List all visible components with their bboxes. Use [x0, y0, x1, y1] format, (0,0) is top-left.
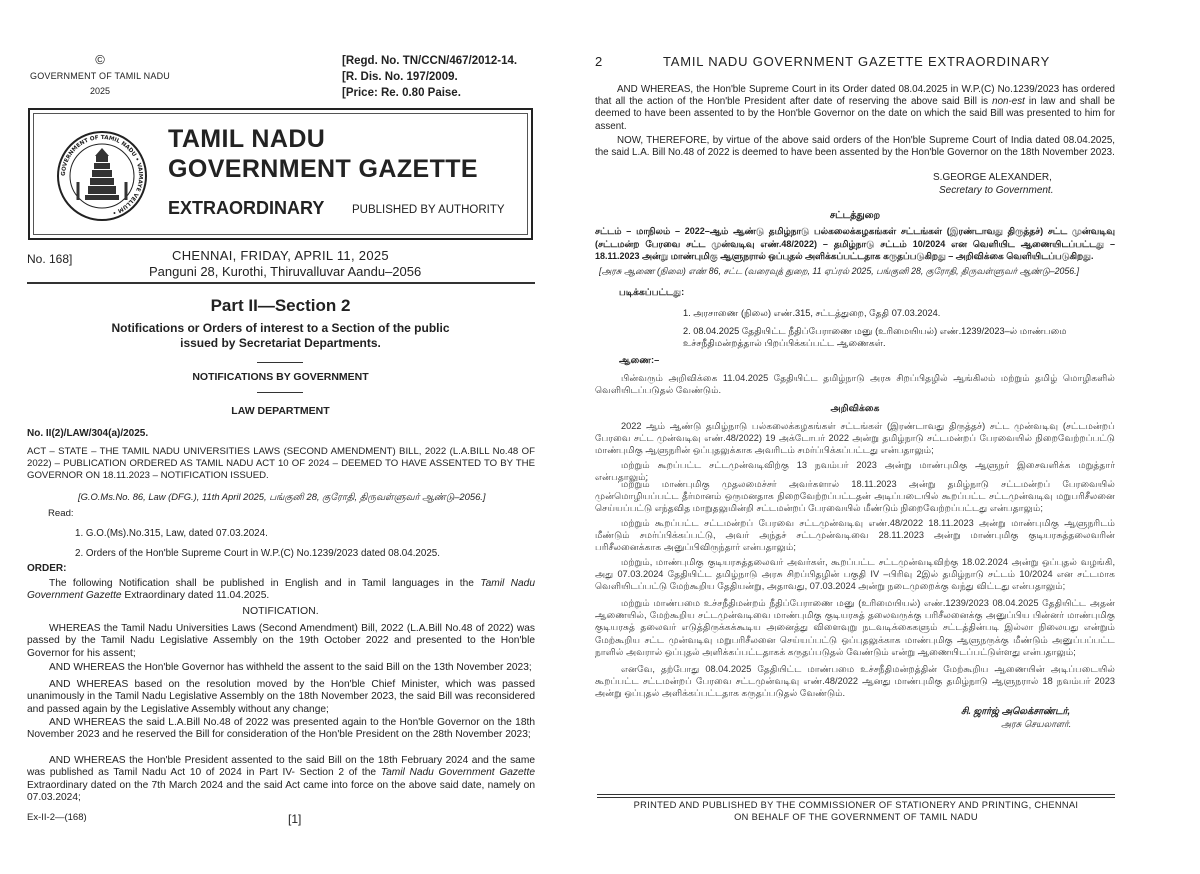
tamil-department-heading: சட்டத்துறை	[829, 210, 881, 221]
page-number: 2	[595, 54, 603, 69]
issue-number: No. 168]	[27, 252, 73, 266]
year-label: 2025	[89, 86, 111, 96]
header-divider	[27, 282, 535, 284]
tamil-paragraph: 2022 ஆம் ஆண்டு தமிழ்நாடு பல்கலைக்கழகங்கள் சட்டங்கள் (இரண்டாவது திருத்தச்) சட்ட முன்வடிவு (சட்டமன்றப் பேரவை சட்ட முன்வடிவு எண்.48/2022) 19 அக்டோபர் 2022 அன்று தமிழ்நாடு சட்டமன்றப் பேரவையில் நிறைவேற்றப்பட்டு மாண்புமிகு ஆளுநரின் ஒப்புதலுக்காக அவரிடம் சமர்ப்பிக்கப்பட்டது என்பதாலும்;	[595, 421, 1115, 456]
read-label: Read:	[48, 508, 74, 519]
gazette-title	[168, 124, 478, 184]
whereas-paragraph: AND WHEREAS the Hon'ble President assented to the said Bill on the 18th February 2024 and the same was published as Tamil Nadu Act 10 of 2024 in Part IV- Section 2 of the Tamil Nadu Government Gazette Extraordinary dated on the 7th March 2024 and the said Act came into force on the above said date, namely on 07.03.2024;	[27, 755, 535, 804]
tamil-read-item: 2. 08.04.2025 தேதியிட்ட நீதிப்பேராணை மனு (உரிமையியல்) எண்.1239/2023–ல் மாண்பமை உச்சநீதிமன்றத்தால் பிறப்பிக்கப்பட்ட ஆணைகள்.	[683, 326, 1067, 349]
whereas-paragraph: WHEREAS the Tamil Nadu Universities Laws (Second Amendment) Bill, 2022 (L.A.Bill No.48 of 2022) was passed by the Tamil Nadu Legislative Assembly on the 19th October 2022 and presented to the Hon'ble Governor for his assent;	[27, 623, 535, 659]
footer-code: Ex-II-2—(168)	[27, 812, 87, 823]
tamil-read-list	[683, 307, 1113, 350]
signatory-designation: Secretary to Government.	[939, 185, 1054, 196]
part-description-line-2: issued by Secretariat Departments.	[180, 336, 381, 350]
tamil-go-reference: [அரசு ஆணை (நிலை) எண் 86, சட்ட (வரைவுத் துறை, 11 ஏப்ரல் 2025, பங்குனி 28, குரோதி, திருவள்ளுவர் ஆண்டு–2056.]	[599, 266, 1080, 276]
masthead-box	[28, 108, 533, 240]
tamil-paragraph: மற்றும் மாண்புமிகு முதலமைச்சர் அவர்களால் 18.11.2023 அன்று தமிழ்நாடு சட்டமன்றப் பேரவையில் முன்மொழியப்பட்ட தீர்மானம் ஒருமனதாக நிறைவேற்றப்பட்டதன் அடிப்படையில் கூறப்பட்ட சட்டமுன்வடிவு மறுபரிசீலனை செய்யப்பட்டு எந்தவித மாறுதலுமின்றி சட்டமன்றப் பேரவையில் மீண்டும் நிறைவேற்றப்பட்டது என்பதாலும்;	[595, 479, 1115, 514]
tamil-notification-heading: அறிவிக்கை	[830, 403, 880, 413]
title-line-1: TAMIL NADU	[168, 125, 326, 153]
publisher-imprint: ON BEHALF OF THE GOVERNMENT OF TAMIL NADU	[734, 812, 978, 822]
whereas-paragraph: AND WHEREAS, the Hon'ble Supreme Court in its Order dated 08.04.2025 in W.P.(C) No.1239/2023 has ordered that all the action of the Hon'ble President after date of reserving the above said Bill is non-est in law and shall be deemed to have been assented to by the Hon'ble Governor on the date on which the said Bill was presented to him for assent.	[595, 84, 1116, 132]
running-header: TAMIL NADU GOVERNMENT GAZETTE EXTRAORDINARY	[663, 54, 1051, 69]
tamil-paragraph: மற்றும் கூறப்பட்ட சட்டமுன்வடிவிற்கு 13 நவம்பர் 2023 அன்று மாண்புமிகு ஆளுநர் இசைவளிக்க மறுத்தார் என்பதாலும்;	[595, 460, 1115, 483]
tamil-paragraph: மற்றும் மாண்பமை உச்சநீதிமன்றம் நீதிப்பேராணை மனு (உரிமையியல்) எண்.1239/2023 08.04.2025 தேதியிட்ட அதன் ஆணையில், மேற்கூறிய சட்டமுன்வடிவை மாண்புமிகு குடியரசுத் தலைவருக்கு பரிசீலனைக்கு அனுப்பிய பின்னர் மாண்புமிகு குடியரசுத் தலைவர் எடுத்திருக்கக்கூடிய அனைத்து விளைவுறு நடவடிக்கைகளும் சட்டத்தின்படி இல்லா நிலையது என்றும் மேற்கூறிய சட்ட முன்வடிவு மறுபரிசீலனை செய்யப்பட்டு ஒப்புதலுக்காக மாண்புமிகு ஆளுநருக்கு மீண்டும் அனுப்பப்பட்ட நாளில் அவரால் ஒப்புதல் அளிக்கப்பட்டதாகக் கருதப்படுதல் வேண்டும் என்று ஆணையிடப்பட்டுள்ளது என்பதாலும்;	[595, 598, 1115, 657]
read-item: 2. Orders of the Hon'ble Supreme Court in W.P.(C) No.1239/2023 dated 08.04.2025.	[75, 548, 440, 559]
regd-number: [Regd. No. TN/CCN/467/2012-14.	[342, 55, 518, 67]
emblem-ring-text: GOVERNMENT OF TAMIL NADU • VAIMAYE VELLUM •	[60, 134, 144, 216]
footer-divider	[597, 794, 1115, 795]
tamil-read-item: 1. அரசாணை (நிலை) எண்.315, சட்டத்துறை, தேதி 07.03.2024.	[683, 308, 941, 318]
gazette-page-1	[0, 0, 560, 874]
government-label: GOVERNMENT OF TAMIL NADU	[30, 71, 170, 81]
go-reference: [G.O.Ms.No. 86, Law (DFG.), 11th April 2025, பங்குனி 28, குரோதி, திருவள்ளுவர் ஆண்டு–2056.]	[78, 491, 486, 502]
state-emblem	[52, 126, 152, 226]
part-description	[28, 321, 533, 351]
tamil-paragraph: மற்றும், மாண்புமிகு குடியரசுத்தலைவர் அவர்கள், கூறப்பட்ட சட்டமுன்வடிவிற்கு 18.02.2024 அன்று ஒப்புதல் வழங்கி, அது 07.03.2024 தேதியிட்ட தமிழ்நாடு அரசு சிறப்பிதழின் பகுதி IV –பிரிவு 2இல் தமிழ்நாடு சட்டம் 10/2024 என சட்டமாக வெளியிடப்பட்டு மேற்கூறிய தேதியன்று, அதாவது, 07.03.2024 அன்று நடைமுறைக்கு வந்து விட்டது என்பதாலும்;	[595, 557, 1115, 592]
registration-block	[342, 53, 517, 101]
notifications-heading: NOTIFICATIONS BY GOVERNMENT	[192, 371, 369, 383]
order-label: ORDER:	[27, 563, 67, 574]
tamil-act-subject: சட்டம் – மாநிலம் – 2022–ஆம் ஆண்டு தமிழ்நாடு பல்கலைக்கழகங்கள் சட்டங்கள் (இரண்டாவது திருத்தச்) சட்ட முன்வடிவு (சட்டமன்ற பேரவை சட்ட முன்வடிவு எண்.48/2022) – தமிழ்நாடு சட்டம் 10/2024 என வெளியிட ஆணையிடப்பட்டது – 18.11.2023 அன்று மாண்புமிகு ஆளுநரால் ஒப்புதல் அளிக்கப்பட்டதாக கருதப்படுகிறது – அறிவிக்கை வெளியிடப்படுகிறது.	[595, 226, 1115, 261]
title-line-2: GOVERNMENT GAZETTE	[168, 155, 478, 183]
gazette-page-2	[585, 0, 1200, 874]
page-number: [1]	[288, 812, 302, 826]
tamil-calendar-date: Panguni 28, Kurothi, Thiruvalluvar Aandu–2056	[149, 264, 422, 279]
dateline: CHENNAI, FRIDAY, APRIL 11, 2025	[172, 248, 389, 263]
tamil-signatory-designation: அரசு செயலாளர்.	[1001, 719, 1072, 729]
now-therefore-paragraph: NOW, THEREFORE, by virtue of the above said orders of the Hon'ble Supreme Court of India dated 08.04.2025, the said L.A. Bill No.48 of 2022 is deemed to have been assented by the Hon'ble Governor on the 18th November 2023.	[595, 135, 1115, 159]
short-divider	[257, 362, 303, 363]
tamil-paragraph: மற்றும் கூறப்பட்ட சட்டமன்றப் பேரவை சட்டமுன்வடிவு எண்.48/2022 18.11.2023 அன்று மாண்புமிகு ஆளுநரிடம் மீண்டும் சமர்ப்பிக்கப்பட்டு, அவர் அந்தச் சட்டமுன்வடிவை 28.11.2023 அன்று மாண்புமிகு குடியரசுத்தலைவரின் பரிசீலனைக்காக அனுப்பிவிருந்தார் என்பதாலும்;	[595, 518, 1115, 553]
short-divider	[257, 392, 303, 393]
read-item: 1. G.O.(Ms).No.315, Law, dated 07.03.2024.	[75, 528, 268, 539]
read-list	[75, 524, 440, 564]
reference-number: No. II(2)/LAW/304(a)/2025.	[27, 428, 149, 439]
order-text: The following Notification shall be published in English and in Tamil languages in the Tamil Nadu Government Gazette Extraordinary dated 11.04.2025.	[27, 578, 535, 602]
price-label: [Price: Re. 0.80 Paise.	[342, 87, 461, 99]
published-by-authority: PUBLISHED BY AUTHORITY	[352, 204, 505, 216]
tamil-signatory-name: சி. ஜார்ஜ் அலெக்சாண்டர்,	[961, 705, 1071, 716]
copyright-symbol: ©	[95, 52, 105, 67]
whereas-paragraph: AND WHEREAS the said L.A.Bill No.48 of 2022 was presented again to the Hon'ble Governor on the 18th November 2023 and he reserved the Bill for consideration of the Hon'ble President on the 28th November 2023;	[27, 717, 535, 741]
tamil-order-text: பின்வரும் அறிவிக்கை 11.04.2025 தேதியிட்ட தமிழ்நாடு அரசு சிறப்பிதழில் ஆங்கிலம் மற்றும் தமிழ் மொழிகளில் வெளியிடப்படுதல் வேண்டும்.	[595, 373, 1115, 396]
whereas-paragraph: AND WHEREAS the Hon'ble Governor has withheld the assent to the said Bill on the 13th November 2023;	[49, 662, 532, 673]
whereas-paragraph: AND WHEREAS based on the resolution moved by the Hon'ble Chief Minister, which was passed unanimously in the Tamil Nadu Legislative Assembly on the 18th November 2023, the said Bill was reconsidered and passed again by the Legislative Assembly without any change;	[27, 679, 535, 715]
act-subject: ACT – STATE – THE TAMIL NADU UNIVERSITIES LAWS (SECOND AMENDMENT) BILL, 2022 (L.A.BILL No.48 OF 2022) – PUBLICATION ORDERED AS TAMIL NADU ACT 10 OF 2024 – DEEMED TO HAVE ASSENTED TO BY THE GOVERNOR ON 18.11.2023 – NOTIFICATION ISSUED.	[27, 446, 535, 481]
footer-divider	[597, 797, 1115, 798]
rdis-number: [R. Dis. No. 197/2009.	[342, 71, 458, 83]
tamil-order-label: ஆணை:–	[619, 355, 660, 365]
state-emblem-icon	[52, 126, 152, 226]
tamil-paragraph: எனவே, தற்போது 08.04.2025 தேதியிட்ட மாண்பமை உச்சநீதிமன்றத்தின் மேற்கூறிய ஆணையின் அடிப்படையில் கூறப்பட்ட சட்டமன்றப் பேரவை சட்டமுன்வடிவு எண்.48/2022 ஆனது மாண்புமிகு தமிழ்நாடு ஆளுநரால் 18 நவம்பர் 2023 அன்று ஒப்புதல் அளிக்கப்பட்டதாக கருதப்படுதல் வேண்டும்.	[595, 664, 1115, 699]
printer-imprint: PRINTED AND PUBLISHED BY THE COMMISSIONER OF STATIONERY AND PRINTING, CHENNAI	[633, 800, 1079, 810]
department-heading: LAW DEPARTMENT	[231, 405, 330, 417]
part-description-line-1: Notifications or Orders of interest to a Section of the public	[111, 321, 450, 335]
part-heading: Part II—Section 2	[210, 296, 351, 315]
signatory-name: S.GEORGE ALEXANDER,	[933, 172, 1052, 183]
tamil-read-label: படிக்கப்பட்டது:	[619, 287, 685, 297]
notification-heading: NOTIFICATION.	[242, 605, 319, 617]
extraordinary-label: EXTRAORDINARY	[168, 198, 325, 218]
